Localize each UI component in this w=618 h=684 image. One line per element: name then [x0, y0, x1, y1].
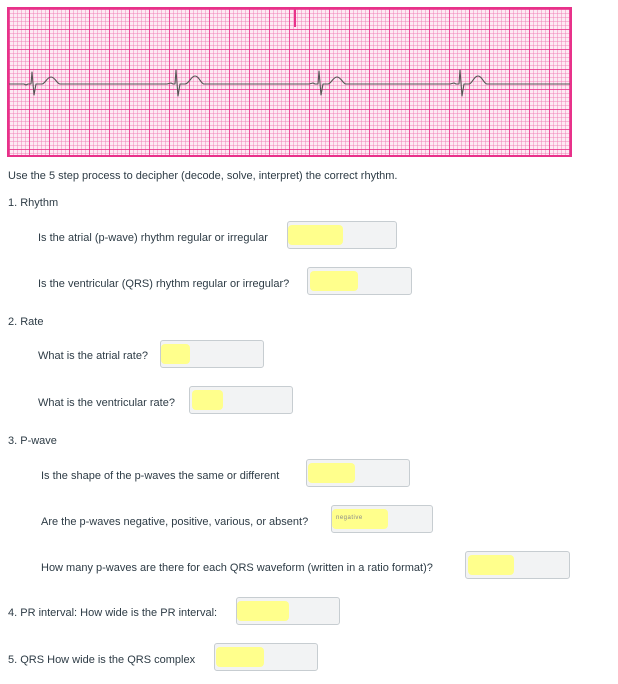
- answer-highlight: [161, 344, 190, 364]
- ventricular-rate-question: What is the ventricular rate?: [38, 397, 175, 409]
- pwave-ratio-question: How many p-waves are there for each QRS waveform (written in a ratio format)?: [41, 562, 433, 574]
- pwave-heading: 3. P-wave: [8, 435, 57, 447]
- pwave-shape-question: Is the shape of the p-waves the same or different: [41, 470, 280, 482]
- pwave-polarity-answer-field[interactable]: [331, 505, 433, 533]
- pwave-polarity-question: Are the p-waves negative, positive, various, or absent?: [41, 516, 309, 528]
- answer-highlight: [468, 555, 514, 575]
- rate-heading: 2. Rate: [8, 316, 44, 328]
- pwave-ratio-answer-field[interactable]: [465, 551, 570, 579]
- rhythm-heading: 1. Rhythm: [8, 197, 59, 209]
- atrial-rhythm-question: Is the atrial (p-wave) rhythm regular or irregular: [38, 232, 268, 244]
- ventricular-rhythm-answer-field[interactable]: [307, 267, 412, 295]
- ventricular-rate-answer-field[interactable]: [189, 386, 293, 414]
- ecg-rhythm-strip: [7, 7, 572, 157]
- ecg-trace: [9, 9, 570, 155]
- instructions-text: Use the 5 step process to decipher (decode, solve, interpret) the correct rhythm.: [8, 170, 398, 182]
- partial-answer-text: negative: [336, 515, 363, 521]
- pr-interval-answer-field[interactable]: [236, 597, 340, 625]
- answer-highlight: [308, 463, 355, 483]
- pwave-shape-answer-field[interactable]: [306, 459, 410, 487]
- pr-interval-question: 4. PR interval: How wide is the PR interval:: [8, 607, 218, 619]
- qrs-complex-question: 5. QRS How wide is the QRS complex: [8, 654, 196, 666]
- answer-highlight: [288, 225, 343, 245]
- atrial-rhythm-answer-field[interactable]: [287, 221, 397, 249]
- atrial-rate-question: What is the atrial rate?: [38, 350, 149, 362]
- strip-marker-right: [570, 9, 572, 27]
- answer-highlight: [216, 647, 264, 667]
- answer-highlight: [310, 271, 358, 291]
- answer-highlight: [237, 601, 289, 621]
- ventricular-rhythm-question: Is the ventricular (QRS) rhythm regular or irregular?: [38, 278, 290, 290]
- qrs-complex-answer-field[interactable]: [214, 643, 318, 671]
- atrial-rate-answer-field[interactable]: [160, 340, 264, 368]
- answer-highlight: [192, 390, 223, 410]
